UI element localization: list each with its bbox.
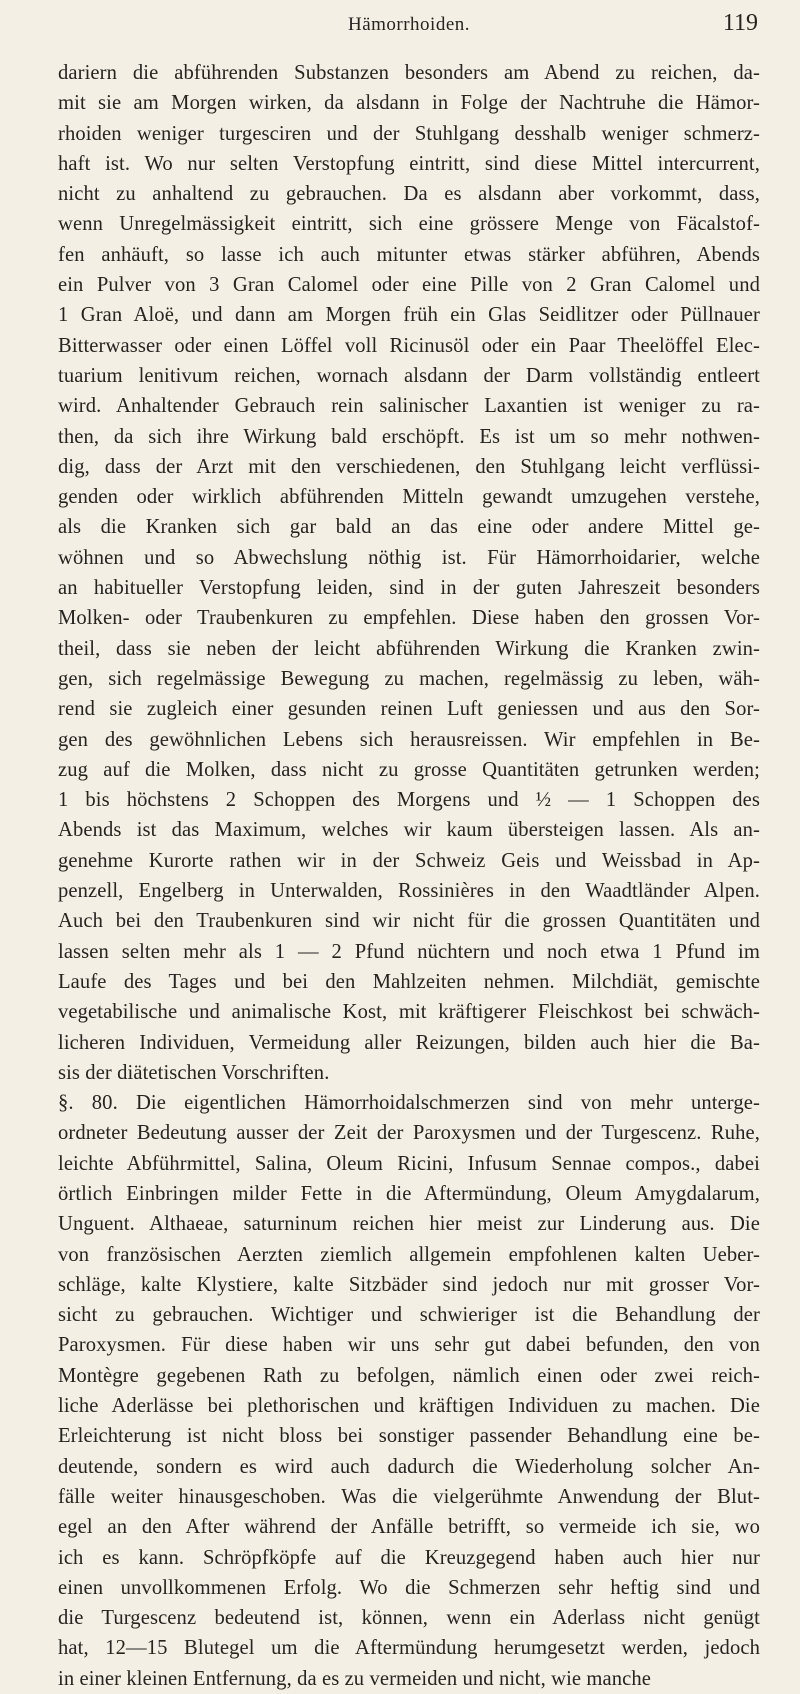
running-title: Hämorrhoiden.: [347, 14, 471, 35]
text-line: als die Kranken sich gar bald an das eine oder andere Mittel ge-: [58, 516, 760, 539]
text-line: Laufe des Tages und bei den Mahlzeiten nehmen. Milchdiät, gemischte: [58, 970, 760, 993]
running-header: [58, 0, 760, 58]
text-line: licheren Individuen, Vermeidung aller Reizungen, bilden auch hier die Ba-: [58, 1031, 760, 1054]
text-line: sis der diätetischen Vorschriften.: [58, 1061, 330, 1084]
text-line: Bitterwasser oder einen Löffel voll Ricinusöl oder ein Paar Theelöffel Elec-: [58, 334, 760, 357]
text-line: nicht zu anhaltend zu gebrauchen. Da es alsdann aber vorkommt, dass,: [58, 183, 760, 206]
text-line: penzell, Engelberg in Unterwalden, Rossinières in den Waadtländer Alpen.: [58, 880, 760, 903]
text-line: zug auf die Molken, dass nicht zu grosse Quantitäten getrunken werden;: [58, 758, 760, 781]
text-line: fälle weiter hinausgeschoben. Was die vielgerühmte Anwendung der Blut-: [58, 1485, 760, 1508]
text-line: Erleichterung ist nicht bloss bei sonstiger passender Behandlung eine be-: [58, 1425, 760, 1448]
text-line: die Turgescenz bedeutend ist, können, wenn ein Aderlass nicht genügt: [58, 1607, 760, 1630]
text-line: genden oder wirklich abführenden Mitteln gewandt umzugehen verstehe,: [58, 486, 760, 509]
text-line: Unguent. Althaeae, saturninum reichen hier meist zur Linderung aus. Die: [58, 1213, 760, 1236]
text-line: wenn Unregelmässigkeit eintritt, sich eine grössere Menge von Fäcalstof-: [58, 213, 760, 236]
text-line: leichte Abführmittel, Salina, Oleum Ricini, Infusum Sennae compos., dabei: [58, 1152, 760, 1175]
text-line: ein Pulver von 3 Gran Calomel oder eine Pille von 2 Gran Calomel und: [58, 274, 760, 297]
text-line: Abends ist das Maximum, welches wir kaum übersteigen lassen. Als an-: [58, 819, 760, 842]
text-line: gen des gewöhnlichen Lebens sich herausreissen. Wir empfehlen in Be-: [58, 728, 760, 751]
text-line: deutende, sondern es wird auch dadurch die Wiederholung solcher An-: [58, 1455, 760, 1478]
text-line: mit sie am Morgen wirken, da alsdann in Folge der Nachtruhe die Hämor-: [58, 92, 760, 115]
text-line: ordneter Bedeutung ausser der Zeit der Paroxysmen und der Turgescenz. Ruhe,: [58, 1122, 760, 1145]
text-line: in einer kleinen Entfernung, da es zu vermeiden und nicht, wie manche: [58, 1667, 652, 1690]
text-line: rhoiden weniger turgesciren und der Stuhlgang desshalb weniger schmerz-: [58, 122, 760, 145]
text-line: genehme Kurorte rathen wir in der Schweiz Geis und Weissbad in Ap-: [58, 849, 760, 872]
text-line: einen unvollkommenen Erfolg. Wo die Schmerzen sehr heftig sind und: [58, 1576, 760, 1599]
text-line: wöhnen und so Abwechslung nöthig ist. Für Hämorrhoidarier, welche: [58, 546, 760, 569]
text-line: ich es kann. Schröpfköpfe auf die Kreuzgegend haben auch hier nur: [58, 1546, 760, 1569]
text-line: §. 80. Die eigentlichen Hämorrhoidalschmerzen sind von mehr unterge-: [58, 1092, 760, 1115]
text-line: 1 bis höchstens 2 Schoppen des Morgens und ½ — 1 Schoppen des: [58, 789, 760, 812]
text-line: tuarium lenitivum reichen, wornach alsdann der Darm vollständig entleert: [58, 364, 760, 387]
page-number: 119: [722, 10, 758, 36]
text-line: vegetabilische und animalische Kost, mit kräftigerer Fleischkost bei schwäch-: [58, 1001, 760, 1024]
text-line: hat, 12—15 Blutegel um die Aftermündung herumgesetzt werden, jedoch: [58, 1637, 760, 1660]
text-line: theil, dass sie neben der leicht abführenden Wirkung die Kranken zwin-: [58, 637, 760, 660]
text-line: then, da sich ihre Wirkung bald erschöpft. Es ist um so mehr nothwen-: [58, 425, 760, 448]
text-line: Auch bei den Traubenkuren sind wir nicht für die grossen Quantitäten und: [58, 910, 760, 933]
text-line: rend sie zugleich einer gesunden reinen Luft geniessen und aus den Sor-: [58, 698, 760, 721]
text-line: lassen selten mehr als 1 — 2 Pfund nüchtern und noch etwa 1 Pfund im: [58, 940, 760, 963]
body-text: [58, 58, 760, 1694]
text-line: örtlich Einbringen milder Fette in die Aftermündung, Oleum Amygdalarum,: [58, 1182, 760, 1205]
text-line: sicht zu gebrauchen. Wichtiger und schwieriger ist die Behandlung der: [58, 1304, 760, 1327]
text-line: wird. Anhaltender Gebrauch rein salinischer Laxantien ist weniger zu ra-: [58, 395, 760, 418]
text-line: Paroxysmen. Für diese haben wir uns sehr gut dabei befunden, den von: [58, 1334, 760, 1357]
text-line: dig, dass der Arzt mit den verschiedenen, den Stuhlgang leicht verflüssi-: [58, 455, 760, 478]
text-line: haft ist. Wo nur selten Verstopfung eintritt, sind diese Mittel intercurrent,: [58, 152, 760, 175]
text-line: egel an den After während der Anfälle betrifft, so vermeide ich sie, wo: [58, 1516, 760, 1539]
text-line: Molken- oder Traubenkuren zu empfehlen. Diese haben den grossen Vor-: [58, 607, 760, 630]
text-line: fen anhäuft, so lasse ich auch mitunter etwas stärker abführen, Abends: [58, 243, 760, 266]
text-line: liche Aderlässe bei plethorischen und kräftigen Individuen zu machen. Die: [58, 1395, 760, 1418]
text-line: 1 Gran Aloë, und dann am Morgen früh ein Glas Seidlitzer oder Püllnauer: [58, 304, 760, 327]
text-line: gen, sich regelmässige Bewegung zu machen, regelmässig zu leben, wäh-: [58, 667, 760, 690]
text-line: von französischen Aerzten ziemlich allgemein empfohlenen kalten Ueber-: [58, 1243, 760, 1266]
text-line: an habitueller Verstopfung leiden, sind in der guten Jahreszeit besonders: [58, 577, 760, 600]
text-line: Montègre gegebenen Rath zu befolgen, nämlich einen oder zwei reich-: [58, 1364, 760, 1387]
text-line: dariern die abführenden Substanzen besonders am Abend zu reichen, da-: [58, 62, 760, 84]
text-line: schläge, kalte Klystiere, kalte Sitzbäder sind jedoch nur mit grosser Vor-: [58, 1273, 760, 1296]
